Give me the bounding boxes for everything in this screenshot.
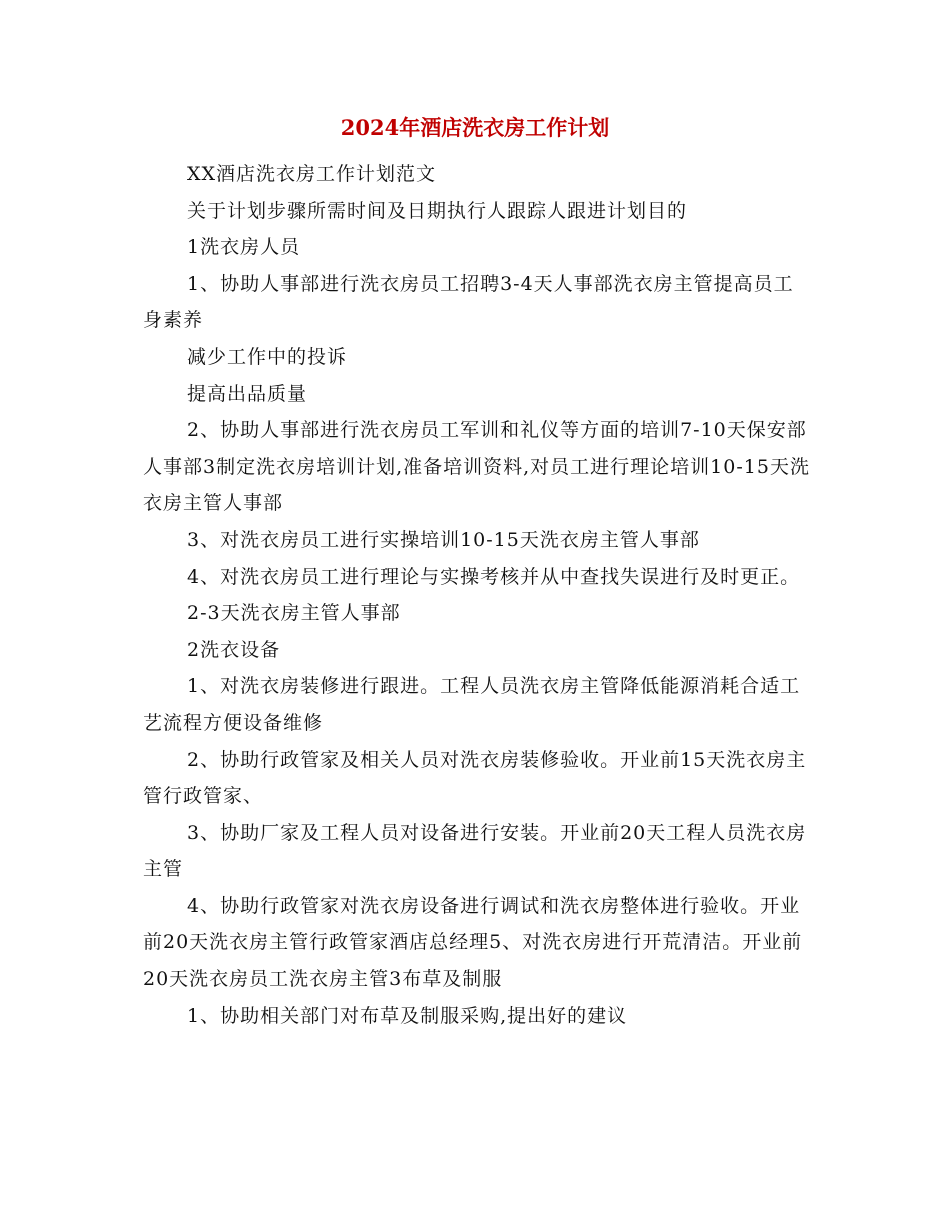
paragraph: 2、协助行政管家及相关人员对洗衣房装修验收。开业前15天洗衣房主管行政管家、	[143, 748, 807, 808]
paragraph: 2-3天洗衣房主管人事部	[187, 602, 401, 625]
paragraph: 2、协助人事部进行洗衣房员工军训和礼仪等方面的培训7-10天保安部人事部3制定洗衣房培训计划,准备培训资料,对员工进行理论培训10-15天洗衣房主管人事部	[143, 419, 810, 515]
document-body	[143, 156, 813, 1034]
paragraph: 提高出品质量	[187, 382, 308, 405]
paragraph: 4、对洗衣房员工进行理论与实操考核并从中查找失误进行及时更正。	[187, 565, 801, 588]
paragraph: 1、对洗衣房装修进行跟进。工程人员洗衣房主管降低能源消耗合适工艺流程方便设备维修	[143, 675, 801, 734]
paragraph: 1、协助人事部进行洗衣房员工招聘3-4天人事部洗衣房主管提高员工身素养	[143, 272, 794, 332]
document-title: 2024年酒店洗衣房工作计划	[340, 115, 610, 140]
paragraph: XX酒店洗衣房工作计划范文	[187, 163, 437, 185]
paragraph: 1、协助相关部门对布草及制服采购,提出好的建议	[187, 1004, 628, 1027]
section-heading: 2洗衣设备	[187, 638, 281, 661]
paragraph: 3、协助厂家及工程人员对设备进行安装。开业前20天工程人员洗衣房主管	[143, 821, 807, 881]
paragraph: 3、对洗衣房员工进行实操培训10-15天洗衣房主管人事部	[187, 528, 700, 551]
paragraph: 关于计划步骤所需时间及日期执行人跟踪人跟进计划目的	[187, 199, 688, 222]
paragraph: 减少工作中的投诉	[187, 345, 348, 368]
paragraph: 4、协助行政管家对洗衣房设备进行调试和洗衣房整体进行验收。开业前20天洗衣房主管行政管家酒店总经理5、对洗衣房进行开荒清洁。开业前20天洗衣房员工洗衣房主管3布草及制服	[143, 894, 803, 991]
section-heading: 1洗衣房人员	[187, 236, 301, 259]
